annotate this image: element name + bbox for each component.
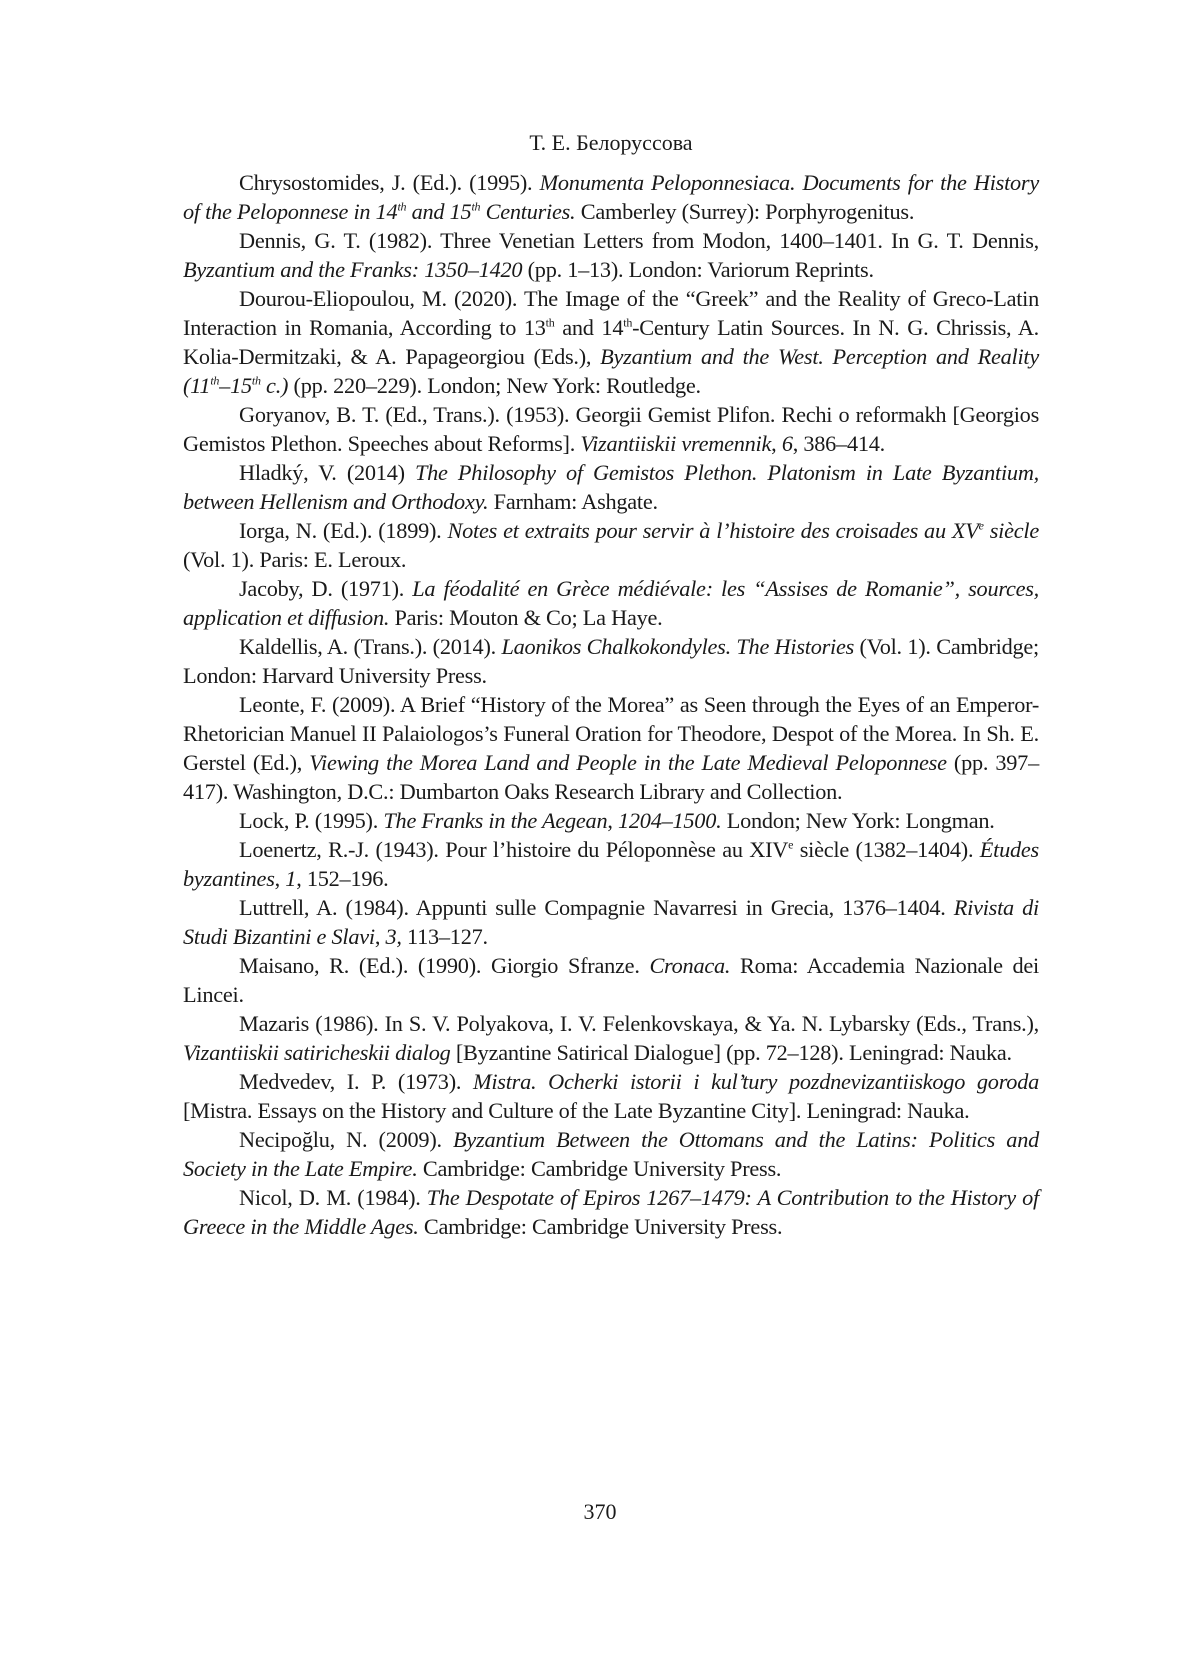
reference-italic-text: and 15 [406,199,472,224]
reference-text [546,315,555,340]
reference-italic-text: Notes et extraits pour servir à l’histoire des croisades au XV [447,518,979,543]
reference-entry [183,168,1039,226]
reference-italic-text: 6 [781,431,793,456]
reference-text: Goryanov, B. T. (Ed., Trans.). (1953). Georgii Gemist Plifon. Rechi o reformakh [Georgios Gemistos Plethon. Speeches about Reforms]. [183,402,1039,456]
superscript-text: th [251,373,261,388]
superscript-text: e [978,518,984,533]
reference-text: Necipoğlu, N. (2009). [239,1127,454,1152]
reference-entry [183,226,1039,284]
reference-list [183,168,1039,1241]
reference-text: Maisano, R. (Ed.). (1990). Giorgio Sfranze. [239,953,650,978]
reference-text: (pp. 397–417). Washington, D.C.: Dumbarton Oaks Research Library and Collection. [183,750,1039,804]
reference-text: (Vol. 1). Paris: E. Leroux. [183,547,407,572]
running-head: Т. Е. Белоруссова [529,130,693,155]
superscript-text: th [471,199,481,214]
reference-text: , [274,866,286,891]
superscript-text: th [545,315,555,330]
superscript-text: th [623,315,633,330]
reference-entry [183,1009,1039,1067]
reference-text: , 386–414. [792,431,885,456]
reference-italic-text: Vizantiiskii vremennik [580,431,772,456]
reference-italic-text: Byzantium and the Franks: 1350–1420 [183,257,523,282]
reference-text: Camberley (Surrey): Porphyrogenitus. [575,199,915,224]
reference-text: Leonte, F. (2009). A Brief “History of the Morea” as Seen through the Eyes of an Emperor-Rhetorician Manuel II Palaiologos’s Funeral Oration for Theodore, Despot of the Morea. In Sh. E. Gerstel (Ed.), [183,692,1039,775]
reference-entry [183,1125,1039,1183]
reference-italic-text: siècle [983,518,1039,543]
reference-italic-text: The Philosophy of Gemistos Plethon. Platonism in Late Byzantium, between Hellenism and Orthodoxy. [183,460,1039,514]
reference-text: Hladký, V. (2014) [239,460,415,485]
reference-italic-text [397,199,406,224]
reference-text: Dennis, G. T. (1982). Three Venetian Letters from Modon, 1400–1401. In G. T. Dennis, [239,228,1039,253]
reference-text: Roma: Accademia Nazionale dei Lincei. [183,953,1039,1007]
reference-italic-text: Byzantium Between the Ottomans and the Latins: Politics and Society in the Late Empire. [183,1127,1039,1181]
reference-italic-text: Vizantiiskii satiricheskii dialog [183,1040,451,1065]
reference-text: Jacoby, D. (1971). [239,576,413,601]
reference-italic-text: Mistra. Ocherki istorii i kul’tury pozdnevizantiiskogo goroda [473,1069,1040,1094]
reference-entry [183,516,1039,574]
reference-text: Luttrell, A. (1984). Appunti sulle Compagnie Navarresi in Grecia, 1376–1404. [239,895,954,920]
reference-text: , [374,924,386,949]
reference-entry [183,632,1039,690]
page-body [183,128,1039,1241]
reference-text: (pp. 1–13). London: Variorum Reprints. [522,257,874,282]
reference-italic-text: 1 [285,866,297,891]
reference-italic-text [252,373,261,398]
reference-text: Farnham: Ashgate. [488,489,658,514]
reference-text: [Mistra. Essays on the History and Culture of the Late Byzantine City]. Leningrad: Nauka. [183,1098,970,1123]
reference-text: Cambridge: Cambridge University Press. [418,1214,783,1239]
reference-italic-text: Viewing the Morea Land and People in the Late Medieval Peloponnese [309,750,947,775]
reference-text: Loenertz, R.-J. (1943). Pour l’histoire du Péloponnèse au XIV [239,837,789,862]
reference-italic-text: Laonikos Chalkokondyles. The Histories [501,634,855,659]
reference-italic-text: Centuries. [480,199,576,224]
reference-italic-text: The Franks in the Aegean [383,808,608,833]
reference-text: Dourou-Eliopoulou, M. (2020). The Image of the “Greek” and the Reality of Greco-Latin Interaction in Romania, According to 13 [183,286,1039,340]
page-number: 370 [583,1499,617,1524]
reference-text: [Byzantine Satirical Dialogue] (pp. 72–128). Leningrad: Nauka. [450,1040,1012,1065]
reference-text: London; New York: Longman. [721,808,995,833]
reference-text: and 14 [554,315,624,340]
superscript-text: e [788,837,794,852]
reference-text: (Vol. 1). Cambridge; London: Harvard University Press. [183,634,1039,688]
reference-text: Medvedev, I. P. (1973). [239,1069,474,1094]
reference-text: Cambridge: Cambridge University Press. [417,1156,782,1181]
reference-entry [183,284,1039,400]
reference-entry [183,690,1039,806]
reference-italic-text: Rivista di Studi Bizantini e Slavi [183,895,1039,949]
reference-entry [183,400,1039,458]
reference-italic-text: Monumenta Peloponnesiaca. Documents for the History of the Peloponnese in 14 [183,170,1039,224]
reference-italic-text: c.) [260,373,289,398]
reference-text: Nicol, D. M. (1984). [239,1185,427,1210]
reference-text: Lock, P. (1995). [239,808,384,833]
reference-text: Iorga, N. (Ed.). (1899). [239,518,448,543]
reference-entry [183,893,1039,951]
reference-text: 113–127. [401,924,488,949]
reference-entry [183,458,1039,516]
superscript-text: th [397,199,407,214]
reference-entry [183,951,1039,1009]
reference-text: Chrysostomides, J. (Ed.). (1995). [239,170,540,195]
reference-entry [183,806,1039,835]
reference-italic-text: Byzantium and the West. Perception and Reality (11 [183,344,1039,398]
reference-italic-text: 3, [385,924,402,949]
reference-italic-text: The Despotate of Epiros 1267–1479: A Contribution to the History of Greece in the Middle Ages. [183,1185,1039,1239]
reference-text: (pp. 220–229). London; New York: Routledge. [288,373,701,398]
reference-entry [183,835,1039,893]
reference-text: Paris: Mouton & Co; La Haye. [389,605,663,630]
reference-italic-text: Cronaca. [649,953,731,978]
reference-italic-text [471,199,480,224]
reference-entry [183,1183,1039,1241]
reference-italic-text: La féodalité en Grèce médiévale: les “Assises de Romanie”, sources, application et diffusion. [183,576,1039,630]
reference-text: , [771,431,782,456]
superscript-text: th [210,373,220,388]
reference-text: Kaldellis, A. (Trans.). (2014). [239,634,502,659]
reference-italic-text [210,373,219,398]
reference-text [623,315,632,340]
reference-italic-text: 1204–1500. [618,808,722,833]
reference-text: , 152–196. [296,866,389,891]
reference-italic-text: –15 [219,373,252,398]
reference-entry [183,1067,1039,1125]
reference-text: -Century Latin Sources. In N. G. Chrissis, A. Kolia-Dermitzaki, & A. Papageorgiou (Eds.), [183,315,1039,369]
reference-entry [183,574,1039,632]
reference-italic-text: Études byzantines [183,837,1039,891]
reference-text: Mazaris (1986). In S. V. Polyakova, I. V. Felenkovskaya, & Ya. N. Lybarsky (Eds., Trans.), [239,1011,1039,1036]
reference-text: siècle (1382–1404). [793,837,980,862]
reference-text: , [607,808,618,833]
